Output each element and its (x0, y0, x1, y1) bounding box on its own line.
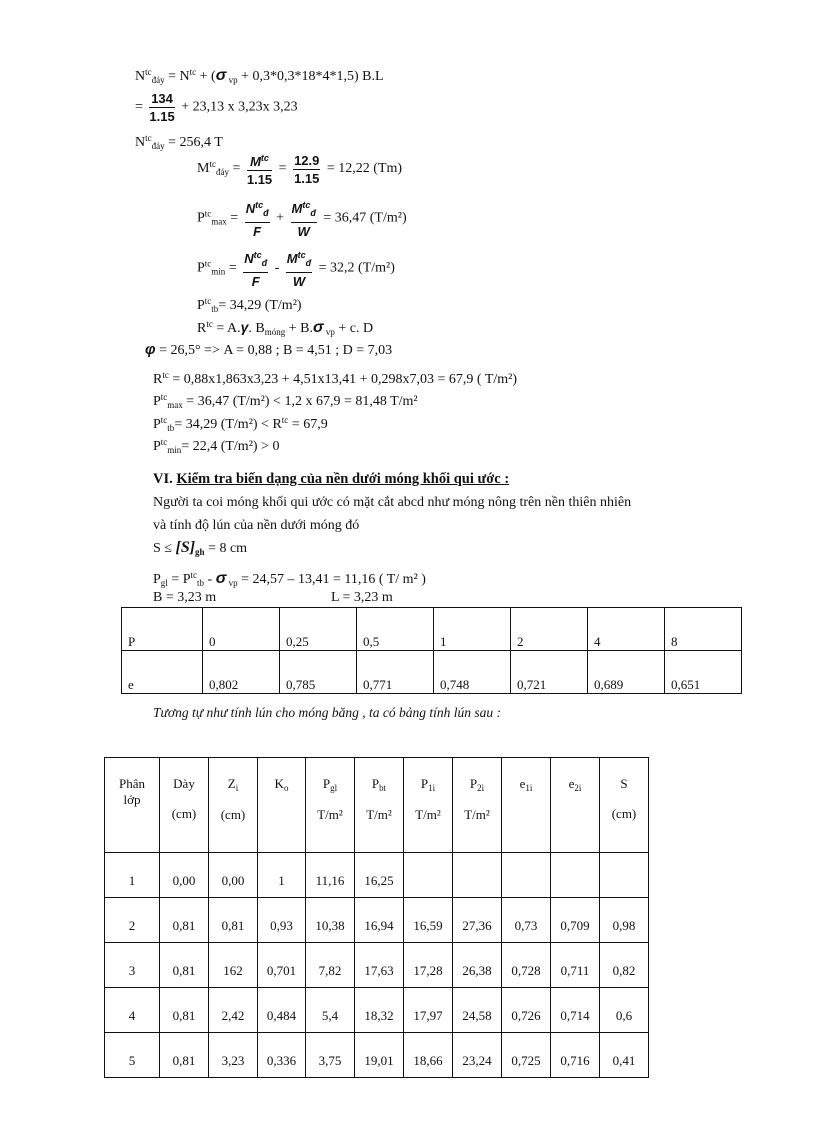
table-cell: 23,24 (453, 1033, 502, 1078)
table-cell: 17,63 (355, 943, 404, 988)
table-cell: 16,94 (355, 898, 404, 943)
sigma-symbol: σ (215, 570, 227, 587)
table-row (122, 608, 742, 651)
header-cell: $P_{1i}$ T/m² (404, 758, 453, 853)
table-cell: 8 (665, 608, 742, 651)
table-cell: 17,28 (404, 943, 453, 988)
settlement-table (104, 757, 649, 1078)
check-ptb: $P^{tc}_{tb}= 34,29$ $(T/m^2) < R^{tc} = 67,9$ (153, 415, 328, 433)
table-cell: 0,721 (511, 651, 588, 694)
table-cell: 0,93 (258, 898, 306, 943)
table-cell: 1 (105, 853, 160, 898)
table-cell: 1 (258, 853, 306, 898)
sigma-symbol: σ (312, 319, 324, 336)
table-cell: 3,23 (209, 1033, 258, 1078)
formula-phi: φ = 26,5° => A = 0,88 ; B = 4,51 ; D = 7,03 (145, 341, 393, 358)
table-cell: 2,42 (209, 988, 258, 1033)
table-cell: 16,59 (404, 898, 453, 943)
pe-table (121, 607, 742, 694)
table-cell: 24,58 (453, 988, 502, 1033)
table-cell: 0,82 (600, 943, 649, 988)
check-pmin: $P^{tc}_{min}= 22,4$ (T/m²) > 0 (153, 437, 280, 455)
table-cell: 0,748 (434, 651, 511, 694)
table-cell: 0,725 (502, 1033, 551, 1078)
table-cell: 0,701 (258, 943, 306, 988)
table-cell: 0,689 (588, 651, 665, 694)
table-cell (453, 853, 502, 898)
table-cell: 2 (105, 898, 160, 943)
table-cell: 4 (105, 988, 160, 1033)
header-cell: $P_{gl}$ T/m² (306, 758, 355, 853)
table-row (105, 853, 649, 898)
table-cell: 11,16 (306, 853, 355, 898)
table-cell: 0,73 (502, 898, 551, 943)
table-cell: 0,81 (160, 1033, 209, 1078)
table-cell: 0,714 (551, 988, 600, 1033)
formula-ptc-min: $P^{tc}_{min}$ = $\frac{N^{tc}_đ}{F}$ - $\frac{M^{tc}_đ}{W}$ = 32,2 (T/m²) (197, 247, 395, 290)
table-cell: 18,66 (404, 1033, 453, 1078)
table-row (122, 651, 742, 694)
table-cell: 7,82 (306, 943, 355, 988)
table-cell: 27,36 (453, 898, 502, 943)
table-cell: 0,709 (551, 898, 600, 943)
table-cell (404, 853, 453, 898)
table-cell (551, 853, 600, 898)
formula-ptc-max: $P^{tc}_{max}$ = $\frac{N^{tc}_đ}{F}$ + $\frac{M^{tc}_đ}{W}$ = 36,47 (T/m²) (197, 197, 407, 240)
paragraph-line-1: Người ta coi móng khối qui ước có mặt cắt abcd như móng nông trên nền thiên nhiên (153, 495, 632, 510)
section-heading: VI. Kiểm tra biến dạng của nền dưới móng khối qui ước : (153, 471, 510, 487)
formula-rtc: $R^{tc} = A.\gamma$. $B_{móng} + B.\sigma$ $_{vp}$ + c. D (197, 319, 374, 337)
table-cell: 162 (209, 943, 258, 988)
table-cell: 0,651 (665, 651, 742, 694)
table-cell: 0,716 (551, 1033, 600, 1078)
table-cell: 0,484 (258, 988, 306, 1033)
table-cell: 0,00 (209, 853, 258, 898)
table-row (105, 1033, 649, 1078)
table-cell: 16,25 (355, 853, 404, 898)
formula-rtc-value: $R^{tc} = 0,88x1,863x3,23 + 4,51x13,41 + 0,298x7,03 = 67,9$ ( T/m²) (153, 370, 518, 387)
table-cell: 0,771 (357, 651, 434, 694)
header-cell: $K_o$ (258, 758, 306, 853)
header-cell: $P_{2i}$ T/m² (453, 758, 502, 853)
table-cell: 5,4 (306, 988, 355, 1033)
table-cell: 0,711 (551, 943, 600, 988)
table-cell: 19,01 (355, 1033, 404, 1078)
formula-ntc-substitution: = $\frac{134}{1.15}$ + 23,13 x 3,23x 3,23 (135, 91, 298, 124)
table-cell: 3 (105, 943, 160, 988)
header-cell: Phân lớp (105, 758, 160, 853)
gamma-symbol: γ (240, 319, 249, 335)
table-cell: 0,5 (357, 608, 434, 651)
table-cell: 10,38 (306, 898, 355, 943)
table-row (105, 988, 649, 1033)
table-cell: 0,25 (280, 608, 357, 651)
table-cell: e (122, 651, 203, 694)
table-cell: 0,6 (600, 988, 649, 1033)
phi-symbol: φ (145, 341, 156, 358)
table-cell (502, 853, 551, 898)
settlement-limit: $S \le [S]_{gh} = 8$ cm (153, 539, 248, 557)
formula-mtc-day: $M^{tc}_{đáy}$ = $\frac{M^{tc}}{1.15}$ = $\frac{12.9}{1.15}$ = 12,22 (Tm) (197, 150, 402, 188)
formula-pgl: $P_{gl} = P^{tc}_{tb} - \sigma$ $_{vp}$ = 24,57 – 13,41 = 11,16 ( T/ m² ) (153, 570, 426, 588)
table-cell (600, 853, 649, 898)
header-cell: $e_{2i}$ (551, 758, 600, 853)
table-row (105, 943, 649, 988)
table-cell: 0,81 (160, 898, 209, 943)
table-cell: 18,32 (355, 988, 404, 1033)
table-cell: 3,75 (306, 1033, 355, 1078)
table-cell: 0,726 (502, 988, 551, 1033)
table-cell: P (122, 608, 203, 651)
table-cell: 5 (105, 1033, 160, 1078)
table-cell: 0,336 (258, 1033, 306, 1078)
header-cell: $e_{1i}$ (502, 758, 551, 853)
table-cell: 0,00 (160, 853, 209, 898)
table-header-row (105, 758, 649, 853)
header-cell: Dày (cm) (160, 758, 209, 853)
table-cell: 2 (511, 608, 588, 651)
table-cell: 0,81 (160, 988, 209, 1033)
table-cell: 0,41 (600, 1033, 649, 1078)
header-cell: S (cm) (600, 758, 649, 853)
table-cell: 0 (203, 608, 280, 651)
header-cell: $P_{bt}$ T/m² (355, 758, 404, 853)
formula-ntc-day: $N^{tc}_{đáy} = N^{tc} + (\sigma$ $_{vp}$ + 0,3*0,3*18*4*1,5) B.L (135, 67, 384, 85)
table-cell: 17,97 (404, 988, 453, 1033)
table-row (105, 898, 649, 943)
check-pmax: $P^{tc}_{max} = 36,47$ (T/m²) < 1,2 x 67,9 = 81,48 T/m² (153, 392, 418, 410)
table-cell: 0,785 (280, 651, 357, 694)
sigma-symbol: σ (215, 67, 227, 84)
table-cell: 0,98 (600, 898, 649, 943)
table-cell: 0,81 (160, 943, 209, 988)
table-cell: 4 (588, 608, 665, 651)
header-cell: $Z_i$ (cm) (209, 758, 258, 853)
formula-ntc-result: $N^{tc}_{đáy} = 256,4$ T (135, 133, 223, 151)
table-cell: 1 (434, 608, 511, 651)
table-cell: 26,38 (453, 943, 502, 988)
formula-ptc-tb: $P^{tc}_{tb}= 34,29$ (T/m²) (197, 296, 302, 314)
table-cell: 0,802 (203, 651, 280, 694)
paragraph-line-2: và tính độ lún của nền dưới móng đó (153, 518, 360, 533)
dimension-l: L = 3,23 m (331, 590, 393, 605)
dimension-b: B = 3,23 m (153, 590, 217, 605)
table-cell: 0,81 (209, 898, 258, 943)
table-cell: 0,728 (502, 943, 551, 988)
table-note: Tương tự như tính lún cho móng băng , ta có bảng tính lún sau : (153, 705, 502, 720)
